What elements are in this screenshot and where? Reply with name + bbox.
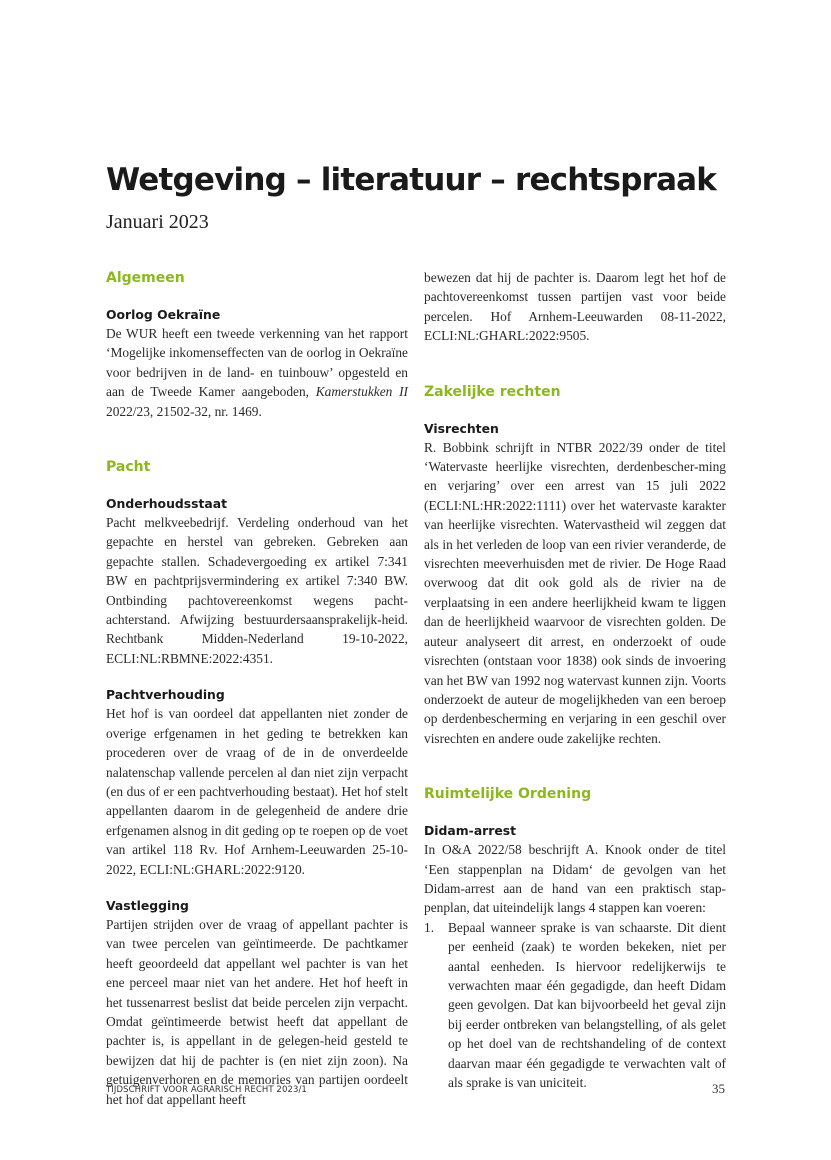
article-title: Didam-arrest — [424, 823, 517, 839]
article-text: De WUR heeft een tweede verkenning van het rapport ‘Mogelijke inkomenseffecten van de oorlog in Oekraïne voor bedrijven in de land- en tuinbouw’ opgesteld en aan de Tweede Kamer aangeboden, — [106, 326, 408, 400]
article-vastlegging — [106, 897, 408, 1109]
article-body: In O&A 2022/58 beschrijft A. Knook onder de titel ‘Een stappenplan na Didam‘ de gevolgen van het Didam-arrest aan de hand van een praktisch stap-penplan, dat uiteindelijk langs 4 stappen kan voeren: — [424, 842, 726, 916]
article-body-continued: bewezen dat hij de pachter is. Daarom legt het hof de pachtovereenkomst tussen partijen vast voor beide percelen. Hof Arnhem-Leeuwarden 08-11-2022, ECLI:NL:GHARL:2022:9505. — [424, 270, 726, 344]
list-number: 1. — [424, 919, 435, 935]
section-heading-zakelijke-rechten: Zakelijke rechten — [424, 383, 561, 400]
article-body: R. Bobbink schrijft in NTBR 2022/39 onder de titel ‘Watervaste heerlijke visrechten, derdenbescher-ming en verjaring’ over een arrest van 15 juli 2022 (ECLI:NL:HR:2022:1111) over het watervaste karakter van heerlijke visrechten. Watervastheid wil zeggen dat als in het verleden de loop van een rivier veranderde, de visrechten meeverhuisden met de rivier. De Hoge Raad overwoog dat dit ook gold als de rivier na de verplaatsing in een andere heerlijkheid kwam te liggen dan de heerlijkheid waarvoor de visrechten golden. De auteur analyseert dit arrest, en onderzoekt of oude visrechten (ontstaan voor 1838) ook sinds de invoering van het BW van 1992 nog watervast kunnen zijn. Voorts onderzoekt de auteur de mogelijkheden van een beroep op derdenbescherming en verjaring in een geschil over visrechten en andere oude zakelijke rechten. — [424, 439, 726, 746]
article-body — [106, 324, 408, 421]
footer-journal-name: TIJDSCHRIFT VOOR AGRARISCH RECHT 2023/1 — [106, 1085, 307, 1095]
article-title: Onderhoudsstaat — [106, 496, 228, 512]
section-heading-algemeen: Algemeen — [106, 270, 185, 286]
citation-italic: Kamerstukken II — [315, 384, 408, 400]
article-oorlog-oekraine — [106, 306, 408, 421]
article-text: 2022/23, 21502-32, nr. 1469. — [106, 403, 262, 419]
steps-list — [424, 918, 726, 1093]
left-column — [106, 268, 408, 1127]
article-title: Pachtverhouding — [106, 687, 225, 703]
list-item — [424, 918, 726, 1093]
article-body: Het hof is van oordeel dat appellanten niet zonder de overige erfgenamen in het geding te betrekken kan procederen over de vraag of de in de onverdeelde nalatenschap vallende percelen al dan niet zijn verpacht (en dus of er een pachtverhouding bestaat). Het hof stelt appellanten daarom in de gelegenheid de andere drie erfgenamen alsnog in dit geding op te roepen op de voet van artikel 118 Rv. Hof Arnhem-Leeuwarden 25-10-2022, ECLI:NL:GHARL:2022:9120. — [106, 706, 408, 877]
article-didam-arrest — [424, 822, 726, 1092]
article-pachtverhouding — [106, 686, 408, 879]
article-visrechten — [424, 420, 726, 749]
article-body: Pacht melkveebedrijf. Verdeling onderhoud van het gepachte en herstel van gebreken. Gebreken aan gepachte stallen. Schadevergoeding ex artikel 7:341 BW en pachtprijsvermindering ex artikel 7:340 BW. Ontbinding pachtovereenkomst wegens pacht-achterstand. Afwijzing bestuurdersaansprakelijk-heid. Rechtbank Midden-Nederland 19-10-2022, ECLI:NL:RBMNE:2022:4351. — [106, 515, 408, 666]
section-heading-pacht: Pacht — [106, 459, 151, 476]
page-title: Wetgeving – literatuur – rechtspraak — [106, 162, 717, 198]
article-onderhoudsstaat — [106, 495, 408, 668]
right-column — [424, 268, 726, 1110]
section-heading-ruimtelijke-ordening: Ruimtelijke Ordening — [424, 786, 592, 803]
article-title: Vastlegging — [106, 897, 189, 913]
footer-page-number: 35 — [712, 1081, 725, 1096]
list-item-text: Bepaal wanneer sprake is van schaarste. Dit dient per eenheid (zaak) te worden bekeken, niet per aantal eenheden. Is hiervoor redelijkerwijs te verwachten maar één gegadigde, dan heeft Didam geen gevolgen. Dat kan bijvoorbeeld het geval zijn bij eerder ontbreken van belangstelling, of als gelet op het doel van de rechtshandeling of de context daarvan maar één gegadigde te verwachten valt of als sprake is van uniciteit. — [448, 919, 726, 1090]
article-vastlegging-continued — [424, 268, 726, 346]
page-subtitle-date: Januari 2023 — [106, 211, 209, 233]
article-title: Oorlog Oekraïne — [106, 307, 221, 322]
article-title: Visrechten — [424, 420, 499, 436]
article-body: Partijen strijden over de vraag of appellant pachter is van twee percelen van geïntimeerde. De pachtkamer heeft geoordeeld dat appellant wel pachter is van het ene perceel maar niet van het andere. Het hof heeft in het tussenarrest beslist dat beide percelen zijn verpacht. Omdat geïntimeerde betwist heeft dat appellant de pachter is, is appellant in de gelegen-heid gesteld te bewijzen dat hij de pachter is (en niet zijn zoon). Na getuigenverhoren en de memories van partijen oordeelt het hof dat appellant heeft — [106, 916, 408, 1107]
